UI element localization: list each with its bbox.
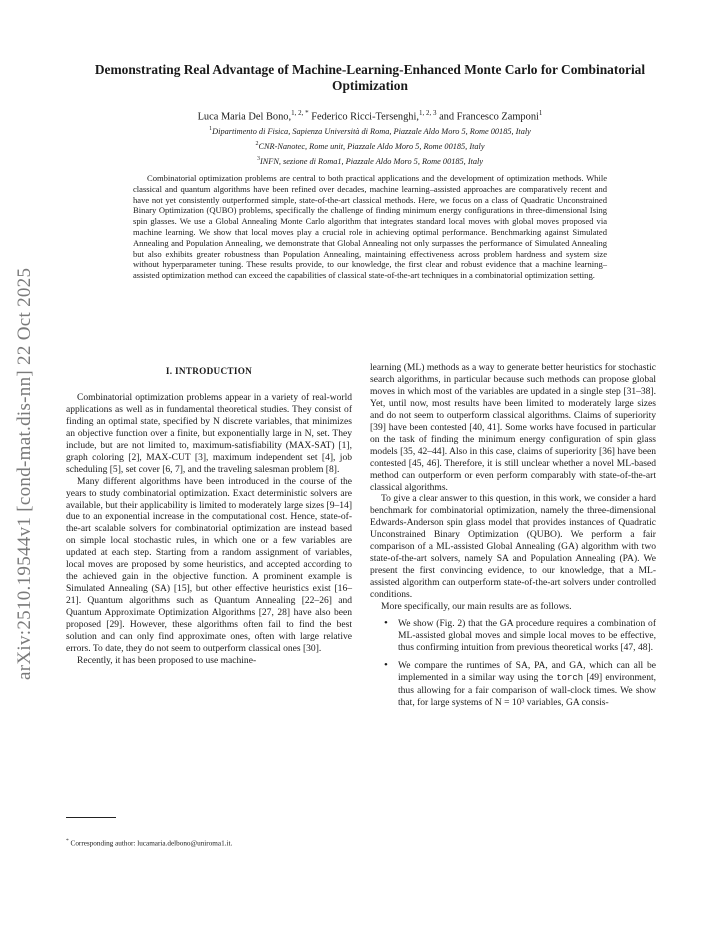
affiliation: $^2$CNR-Nanotec, Rome unit, Piazzale Aldo Moro 5, Rome 00185, Italy [255, 140, 485, 151]
code-torch: torch [556, 672, 584, 683]
left-column [66, 366, 352, 667]
affiliation: $^3$INFN, sezione di Roma1, Piazzale Aldo Moro 5, Rome 00185, Italy [256, 155, 484, 166]
abstract: Combinatorial optimization problems are central to both practical applications and the development of optimization methods. While classical and quantum algorithms have been refined over decades, machine learning–assisted approaches are comparatively recent and have not yet consistently outperformed simple, state-of-the-art classical methods. Here, we focus on a class of Quadratic Unconstrained Binary Optimization (QUBO) problems, specifically the challenge of finding minimum energy configurations in three-dimensional Ising spin glasses. We use a Global Annealing Monte Carlo algorithm that integrates standard local moves with global moves proposed via machine learning. We show that local moves play a crucial role in achieving optimal performance. Benchmarking against Simulated Annealing and Population Annealing, we demonstrate that Global Annealing not only surpasses the performance of Simulated Annealing but also exhibits greater robustness than Population Annealing, maintaining effectiveness across problem hardness and system size without hyperparameter tuning. These results provide, to our knowledge, the first clear and robust evidence that a machine learning–assisted optimization method can exceed the capabilities of classical state-of-the-art techniques in a combinatorial optimization setting. [133, 173, 607, 281]
affiliation-list [70, 123, 670, 168]
paragraph: Recently, it has been proposed to use machine- [77, 654, 257, 666]
paragraph: learning (ML) methods as a way to generate better heuristics for stochastic search algorithms, in particular because such methods can propose global moves in which most of the variables are updated in a single step [31–38]. Yet, until now, most results have been limited to moderately large sizes and do not seem to outperform classical algorithms. Claims of superiority [39] have been contested [40, 41]. Some works have focused in particular on the task of finding the minimum energy configuration of spin glass models [35, 42–44]. Also in this case, claims of superiority [36] have been contested [45, 46]. Therefore, it is still unclear whether a novel ML-based method can outperform or even perform comparably with state-of-the-art classical algorithms. [370, 362, 656, 493]
author-affil-marker: 1, 2, 3 [418, 109, 437, 117]
main-results-list [370, 618, 656, 709]
affiliation: $^1$Dipartimento di Fisica, Sapienza Università di Roma, Piazzale Aldo Moro 5, Rome 00185, Italy [209, 126, 531, 136]
paragraph: More specifically, our main results are as follows. [381, 601, 572, 613]
section-heading-introduction: I. INTRODUCTION [165, 366, 253, 376]
author-name: Federico Ricci-Tersenghi, [311, 111, 419, 123]
footnote-divider [66, 817, 116, 818]
paragraph: To give a clear answer to this question, in this work, we consider a hard benchmark for combinatorial optimization, namely the three-dimensional Edwards-Anderson spin glass model that provides instances of Quadratic Unconstrained Binary Optimization (QUBO). We perform a fair comparison of a ML-assisted Global Annealing (GA) algorithm with two state-of-the-art solvers, namely SA and Population Annealing (PA). We present the first convincing evidence, to our knowledge, that a ML-assisted algorithm can outperform state-of-the-art solvers under controlled conditions. [370, 493, 656, 601]
author-name: Luca Maria Del Bono, [197, 111, 292, 123]
author-affil-marker: 1 [538, 109, 543, 117]
right-column [370, 362, 656, 715]
author-affil-marker: 1, 2, * [291, 109, 309, 117]
author-list [70, 107, 670, 123]
list-item: • We compare the runtimes of SA, PA, and GA, which can all be implemented in a similar way using the torch [49] environment, thus allowing for a fair comparison of wall-clock times. We show that, for large systems of N = 10³ variables, GA consis- [370, 660, 656, 709]
author-name: and Francesco Zamponi [439, 111, 539, 123]
paragraph: Many different algorithms have been introduced in the course of the years to study combinatorial optimization. Exact deterministic solvers are available, but their applicability is limited to moderately large sizes [9–14] due to an exponential increase in the computational cost. Hence, state-of-the-art scalable solvers for combinatorial optimization are instead based on simple local stochastic rules, in which one or a few variables are updated at each step. Starting from a random assignment of variables, local moves are proposed by some heuristics, and accepted according to the achieved gain in the objective function. A prominent example is Simulated Annealing (SA) [15], but other effective heuristics exist [16–21]. Quantum algorithms such as Quantum Annealing [22–26] and Quantum Approximate Optimization Algorithms [27, 28] have also been proposed [29]. However, these algorithms often fail to find the best solution and can only find approximate ones, often with large relative errors. To date, they do not seem to outperform classical ones [30]. [66, 475, 352, 654]
paragraph: Combinatorial optimization problems appear in a variety of real-world applications as well as in fundamental theoretical studies. They consist of finding an optimal state, specified by N discrete variables, that minimizes an objective function over a finite, but exponentially large in N, set. They include, but are not limited to, maximum-satisfiability (MAX-SAT) [1], graph coloring [2], MAX-CUT [3], maximum independent set [4], job scheduling [5], set cover [6, 7], and the traveling salesman problem [8]. [66, 391, 352, 475]
list-item: • We show (Fig. 2) that the GA procedure requires a combination of ML-assisted global moves and simple local moves to be effective, thus confirming intuition from previous theoretical works [47, 48]. [370, 618, 656, 654]
paper-title: Demonstrating Real Advantage of Machine-Learning-Enhanced Monte Carlo for Combinatorial Optimization [94, 62, 646, 93]
arxiv-identifier-stamp: arXiv:2510.19544v1 [cond-mat.dis-nn] 22 Oct 2025 [14, 267, 35, 680]
footnote: * Corresponding author: lucamaria.delbono@uniroma1.it. [66, 838, 233, 848]
